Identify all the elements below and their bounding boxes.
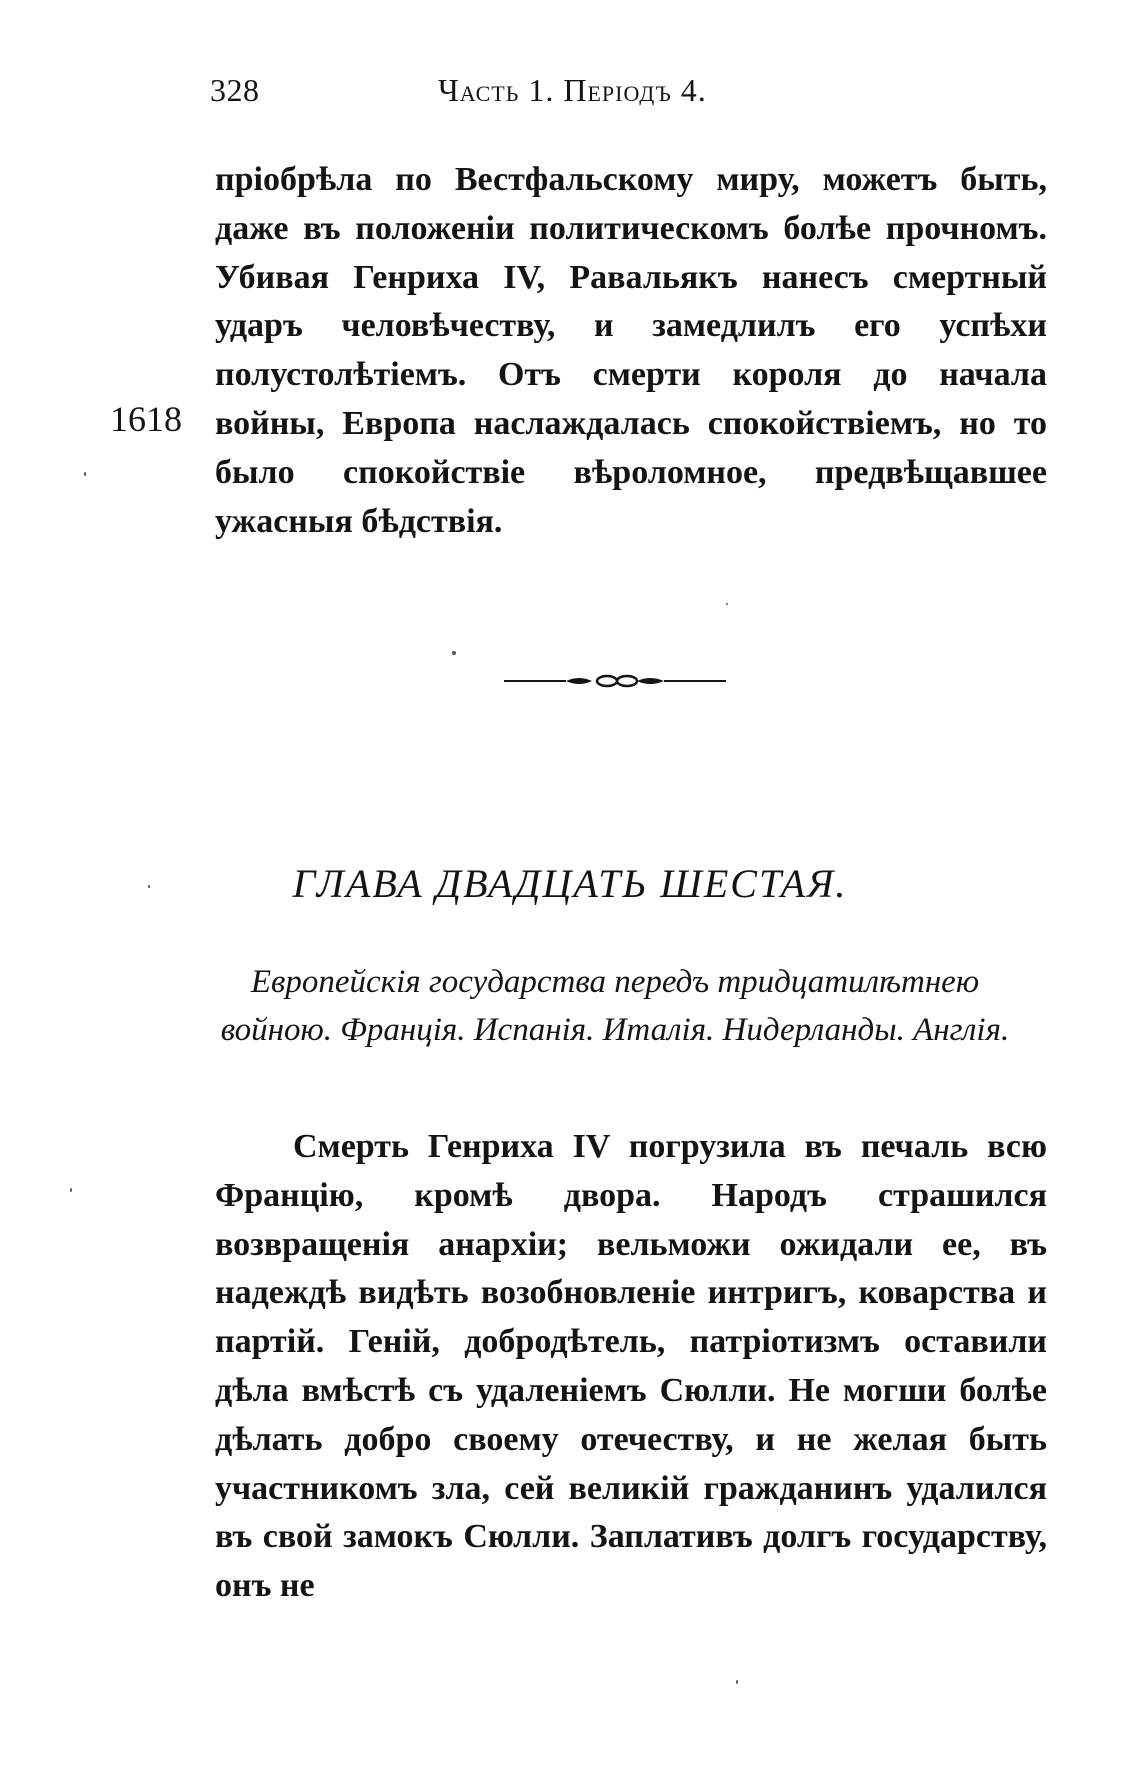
chapter-summary: Европейскія государства передъ тридцатилѣтнею войною. Франція. Испанія. Италія. Нидерланды. Англія. [220, 964, 1010, 1048]
page-number: 328 [210, 72, 260, 108]
print-speck [736, 1680, 738, 1684]
decorative-divider-icon [504, 666, 726, 696]
chapter-title: ГЛАВА ДВАДЦАТЬ ШЕСТАЯ. [292, 861, 848, 906]
print-speck [452, 651, 456, 655]
print-speck [726, 603, 728, 605]
print-speck [70, 1188, 72, 1192]
print-speck [148, 885, 150, 888]
running-head: Часть 1. Періодъ 4. [438, 72, 707, 108]
print-speck [84, 472, 86, 476]
top-paragraph: пріобрѣла по Вестфальскому миру, можетъ быть, даже въ положеніи политическомъ болѣе прочномъ. Убивая Генриха IV, Равальякъ нанесъ смертный ударъ человѣчеству, и замедлилъ его успѣхи полустолѣтіемъ. Отъ смерти короля до начала войны, Европа наслаждалась спокойствіемъ, но то было спокойствіе вѣроломное, предвѣщавшее ужасныя бѣдствія. [215, 161, 1047, 540]
page-header [210, 72, 850, 122]
main-paragraph: Смерть Генриха IV погрузила въ печаль всю Францію, кромѣ двора. Народъ страшился возвращенія анархіи; вельможи ожидали ее, въ надеждѣ видѣть возобновленіе интригъ, коварства и партій. Геній, добродѣтель, патріотизмъ оставили дѣла вмѣстѣ съ удаленіемъ Сюлли. Не могши болѣе дѣлать добро своему отечеству, и не желая быть участникомъ зла, сей великій гражданинъ удалился въ свой замокъ Сюлли. Заплативъ долгъ государству, онъ не [215, 1128, 1047, 1605]
margin-year-note: 1618 [110, 399, 182, 439]
